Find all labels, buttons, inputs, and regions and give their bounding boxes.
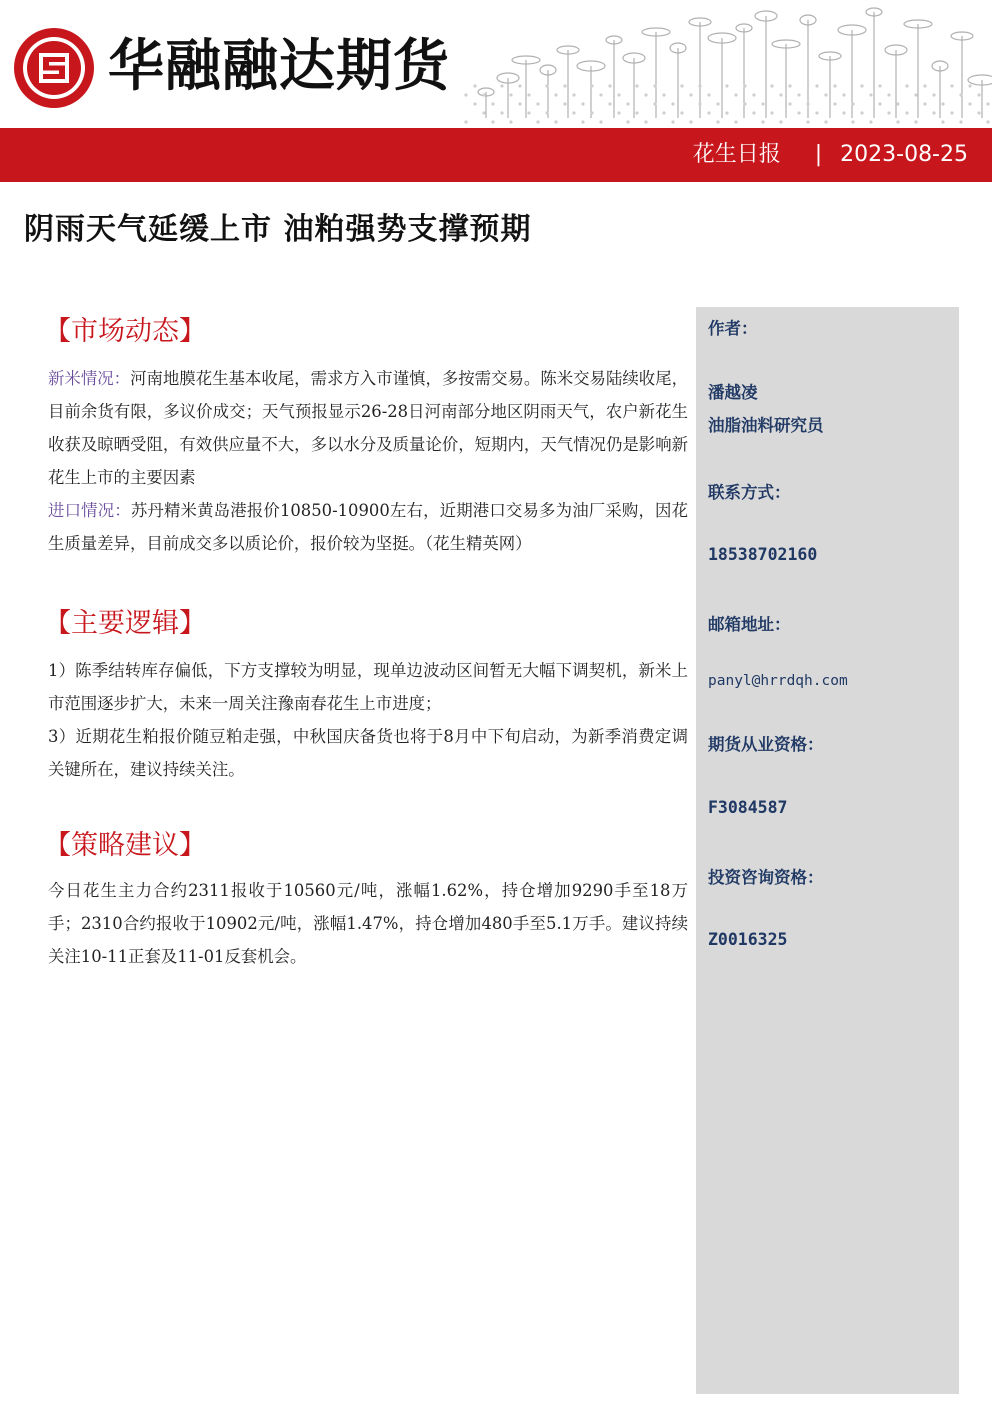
import-text: 苏丹精米黄岛港报价10850-10900左右，近期港口交易多为油厂采购，因花生质量差异，目前成交多以质论价，报价较为坚挺。（花生精英网） — [48, 501, 688, 553]
import-paragraph — [48, 494, 688, 560]
section-title-strategy: 【策略建议】 — [44, 830, 206, 861]
author-label: 作者： — [708, 319, 758, 338]
report-headline: 阴雨天气延缓上市 油粕强势支撑预期 — [24, 212, 532, 247]
email-address: panyl@hrrdqh.com — [708, 673, 848, 689]
contact-phone: 18538702160 — [708, 545, 818, 564]
section-title-market: 【市场动态】 — [44, 316, 206, 347]
company-name: 华融融达期货 — [108, 34, 450, 99]
futures-license-number: F3084587 — [708, 798, 788, 817]
company-logo — [12, 26, 452, 110]
logo-emblem-icon — [12, 26, 96, 110]
main-content — [44, 310, 689, 973]
author-title: 油脂油料研究员 — [708, 416, 824, 435]
author-name: 潘越凌 — [708, 383, 758, 402]
strategy-paragraph: 今日花生主力合约2311报收于10560元/吨，涨幅1.62%，持仓增加9290手至18万手；2310合约报收于10902元/吨，涨幅1.47%，持仓增加480手至5.1万手。建议持续关注10-11正套及11-01反套机会。 — [48, 881, 688, 966]
futures-license-label: 期货从业资格： — [708, 735, 824, 754]
import-label: 进口情况： — [48, 501, 131, 520]
report-date: 2023-08-25 — [840, 142, 968, 167]
new-rice-label: 新米情况： — [48, 369, 131, 388]
logic-item-1: 1）陈季结转库存偏低，下方支撑较为明显，现单边波动区间暂无大幅下调契机，新米上市范围逐步扩大，未来一周关注豫南春花生上市进度； — [48, 661, 688, 713]
banner-text — [693, 128, 968, 182]
banner-separator: | — [814, 142, 823, 167]
new-rice-paragraph — [48, 362, 688, 494]
new-rice-text: 河南地膜花生基本收尾，需求方入市谨慎，多按需交易。陈米交易陆续收尾，目前余货有限，多议价成交；天气预报显示26-28日河南部分地区阴雨天气，农户新花生收获及晾晒受阻，有效供应量不大，多以水分及质量论价，短期内，天气情况仍是影响新花生上市的主要因素 — [48, 369, 689, 487]
author-sidebar — [696, 307, 959, 1394]
email-label: 邮箱地址： — [708, 615, 791, 634]
section-title-logic: 【主要逻辑】 — [44, 608, 206, 639]
report-type: 花生日报 — [692, 142, 781, 167]
report-banner — [0, 128, 992, 182]
advisory-license-label: 投资咨询资格： — [708, 868, 824, 887]
contact-label: 联系方式： — [708, 483, 791, 502]
logic-item-3: 3）近期花生粕报价随豆粕走强，中秋国庆备货也将于8月中下旬启动，为新季消费定调关键所在，建议持续关注。 — [48, 727, 688, 779]
advisory-license-number: Z0016325 — [708, 930, 788, 949]
header-decoration — [456, 0, 992, 128]
